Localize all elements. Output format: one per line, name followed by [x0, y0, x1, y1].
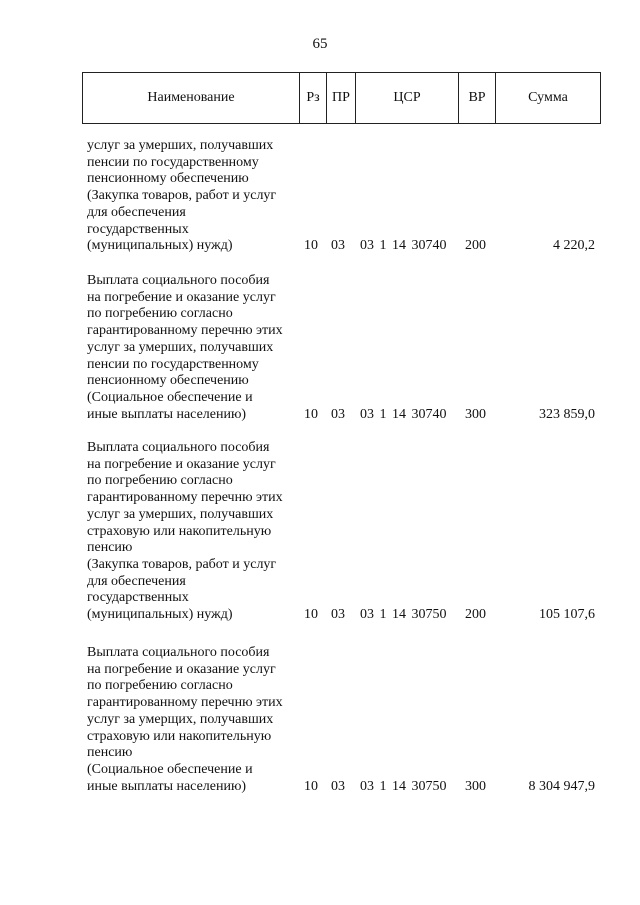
page-number: 65	[312, 36, 328, 52]
row-name-line: (Закупка товаров, работ и услуг	[87, 556, 277, 572]
row-vr: 200	[465, 607, 486, 622]
row-name-line: Выплата социального пособия	[87, 645, 270, 660]
row-name-line: пенсии по государственному	[87, 154, 259, 170]
row-name-line: Выплата социального пособия	[87, 273, 270, 288]
row-name-line: пенсионному обеспечению	[87, 171, 249, 187]
row-name-line: иные выплаты населению)	[87, 406, 247, 422]
row-pr: 03	[331, 406, 345, 422]
row-name-line: страховую или накопительную	[87, 523, 272, 539]
row-sum: 4 220,2	[553, 238, 595, 254]
row-name	[87, 440, 302, 624]
row-name-line: гарантированному перечню этих	[87, 323, 283, 339]
row-name-line: пенсии по государственному	[87, 356, 259, 372]
row-rz: 10	[304, 607, 318, 622]
header-name: Наименование	[83, 73, 300, 124]
row-name-line: для обеспечения	[87, 204, 186, 220]
row-pr: 03	[331, 238, 345, 254]
row-csr: 03 1 14 30750	[360, 607, 447, 622]
row-name-line: пенсионному обеспечению	[87, 373, 249, 389]
row-vr: 200	[465, 238, 486, 254]
header-sum: Сумма	[496, 73, 601, 124]
row-rz: 10	[304, 406, 318, 422]
row-name-line: на погребение и оказание услуг	[87, 289, 276, 305]
row-name-line: на погребение и оказание услуг	[87, 456, 276, 472]
row-name-line: (Социальное обеспечение и	[87, 389, 253, 405]
row-name-line: пенсию	[87, 540, 133, 556]
row-name-line: услуг за умерших, получавших	[87, 339, 274, 355]
row-sum: 8 304 947,9	[528, 778, 595, 794]
row-sum: 105 107,6	[539, 607, 595, 622]
row-name-line: услуг за умерших, получавших	[87, 138, 274, 153]
row-name-line: иные выплаты населению)	[87, 778, 247, 794]
row-name	[87, 645, 302, 795]
row-pr: 03	[331, 607, 345, 622]
row-name-line: (муниципальных) нужд)	[87, 238, 233, 254]
table-header	[82, 72, 601, 124]
row-sum: 323 859,0	[539, 406, 595, 422]
row-csr: 03 1 14 30750	[360, 778, 447, 794]
header-pr: ПР	[327, 73, 356, 124]
row-name-line: услуг за умерщих, получавших	[87, 711, 274, 727]
row-name-line: Выплата социального пособия	[87, 440, 270, 455]
row-name-line: (муниципальных) нужд)	[87, 607, 233, 623]
header-rz: Рз	[300, 73, 327, 124]
row-name-line: государственных	[87, 221, 189, 237]
row-name	[87, 273, 302, 423]
row-name-line: услуг за умерших, получавших	[87, 506, 274, 522]
row-rz: 10	[304, 778, 318, 794]
row-name-line: гарантированному перечню этих	[87, 695, 283, 711]
row-csr: 03 1 14 30740	[360, 406, 447, 422]
row-csr: 03 1 14 30740	[360, 238, 447, 254]
header-vr: ВР	[459, 73, 496, 124]
row-name-line: пенсию	[87, 745, 133, 761]
header-csr: ЦСР	[356, 73, 459, 124]
row-name-line: страховую или накопительную	[87, 728, 272, 744]
row-pr: 03	[331, 778, 345, 794]
row-vr: 300	[465, 778, 486, 794]
row-name-line: (Закупка товаров, работ и услуг	[87, 188, 277, 204]
row-name-line: для обеспечения	[87, 573, 186, 589]
row-name-line: по погребению согласно	[87, 306, 233, 322]
row-name-line: гарантированному перечню этих	[87, 490, 283, 506]
row-name-line: государственных	[87, 590, 189, 606]
row-name-line: на погребение и оказание услуг	[87, 661, 276, 677]
row-name-line: по погребению согласно	[87, 473, 233, 489]
row-rz: 10	[304, 238, 318, 254]
row-name-line: по погребению согласно	[87, 678, 233, 694]
row-name	[87, 138, 302, 255]
row-vr: 300	[465, 406, 486, 422]
row-name-line: (Социальное обеспечение и	[87, 761, 253, 777]
